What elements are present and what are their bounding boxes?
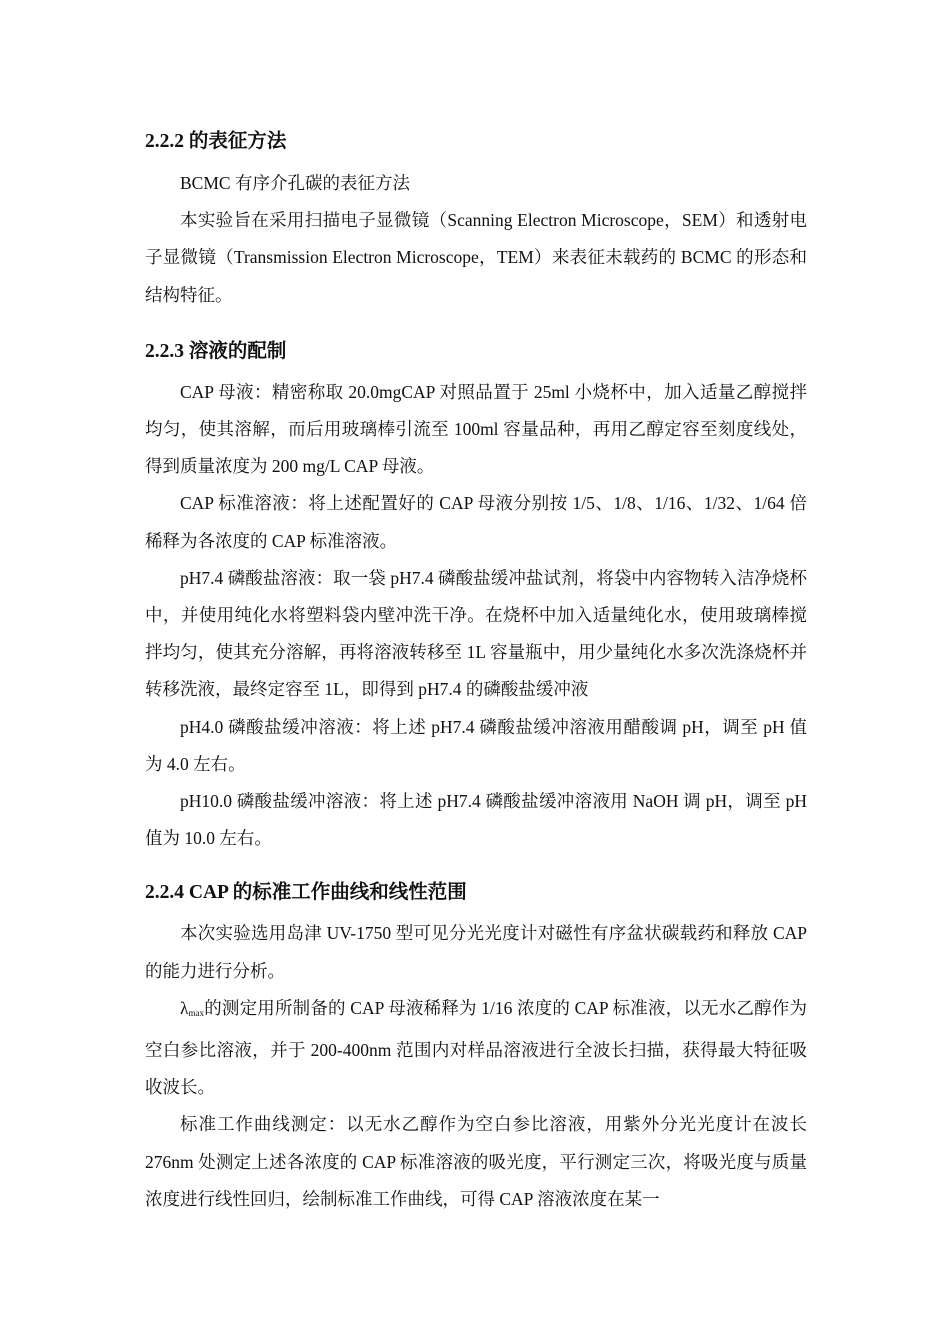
lambda-subscript: max: [188, 1007, 204, 1018]
paragraph: 本实验旨在采用扫描电子显微镜（Scanning Electron Microscope，SEM）和透射电子显微镜（Transmission Electron Microscope，TEM）来表征未载药的 BCMC 的形态和结构特征。: [145, 210, 807, 305]
document-page: [145, 118, 807, 1218]
lambda-paragraph-text: 的测定用所制备的 CAP 母液稀释为 1/16 浓度的 CAP 标准液，以无水乙醇作为空白参比溶液，并于 200-400nm 范围内对样品溶液进行全波长扫描，获得最大特征吸收波长。: [145, 997, 807, 1098]
section-heading-2-2-2: 2.2.2 的表征方法: [145, 131, 287, 152]
section-heading-2-2-3: 2.2.3 溶液的配制: [145, 340, 287, 362]
paragraph: 标准工作曲线测定：以无水乙醇作为空白参比溶液，用紫外分光光度计在波长 276nm 处测定上述各浓度的 CAP 标准溶液的吸光度，平行测定三次，将吸光度与质量浓度进行线性回归，绘制标准工作曲线，可得 CAP 溶液浓度在某一: [145, 1114, 807, 1209]
paragraph: CAP 母液：精密称取 20.0mgCAP 对照品置于 25ml 小烧杯中，加入适量乙醇搅拌均匀，使其溶解，而后用玻璃棒引流至 100ml 容量品种，再用乙醇定容至刻度线处，得到质量浓度为 200 mg/L CAP 母液。: [145, 381, 807, 477]
paragraph: CAP 标准溶液：将上述配置好的 CAP 母液分别按 1/5、1/8、1/16、1/32、1/64 倍稀释为各浓度的 CAP 标准溶液。: [145, 493, 807, 551]
section-heading-2-2-4: 2.2.4 CAP 的标准工作曲线和线性范围: [145, 882, 467, 904]
paragraph: pH7.4 磷酸盐溶液：取一袋 pH7.4 磷酸盐缓冲盐试剂，将袋中内容物转入洁净烧杯中，并使用纯化水将塑料袋内壁冲洗干净。在烧杯中加入适量纯化水，使用玻璃棒搅拌均匀，使其充分溶解，再将溶液转移至 1L 容量瓶中，用少量纯化水多次洗涤烧杯并转移洗液，最终定容至 1L，即得到 pH7.4 的磷酸盐缓冲液: [145, 567, 807, 700]
lambda-symbol: λ: [180, 997, 189, 1018]
paragraph: 本次实验选用岛津 UV-1750 型可见分光光度计对磁性有序盆状碳载药和释放 CAP 的能力进行分析。: [145, 923, 807, 981]
paragraph-lambda-max: [145, 990, 807, 1107]
paragraph: pH10.0 磷酸盐缓冲溶液：将上述 pH7.4 磷酸盐缓冲溶液用 NaOH 调 pH，调至 pH 值为 10.0 左右。: [145, 791, 807, 849]
paragraph: BCMC 有序介孔碳的表征方法: [180, 173, 410, 193]
paragraph: pH4.0 磷酸盐缓冲溶液：将上述 pH7.4 磷酸盐缓冲溶液用醋酸调 pH，调至 pH 值为 4.0 左右。: [145, 716, 807, 774]
